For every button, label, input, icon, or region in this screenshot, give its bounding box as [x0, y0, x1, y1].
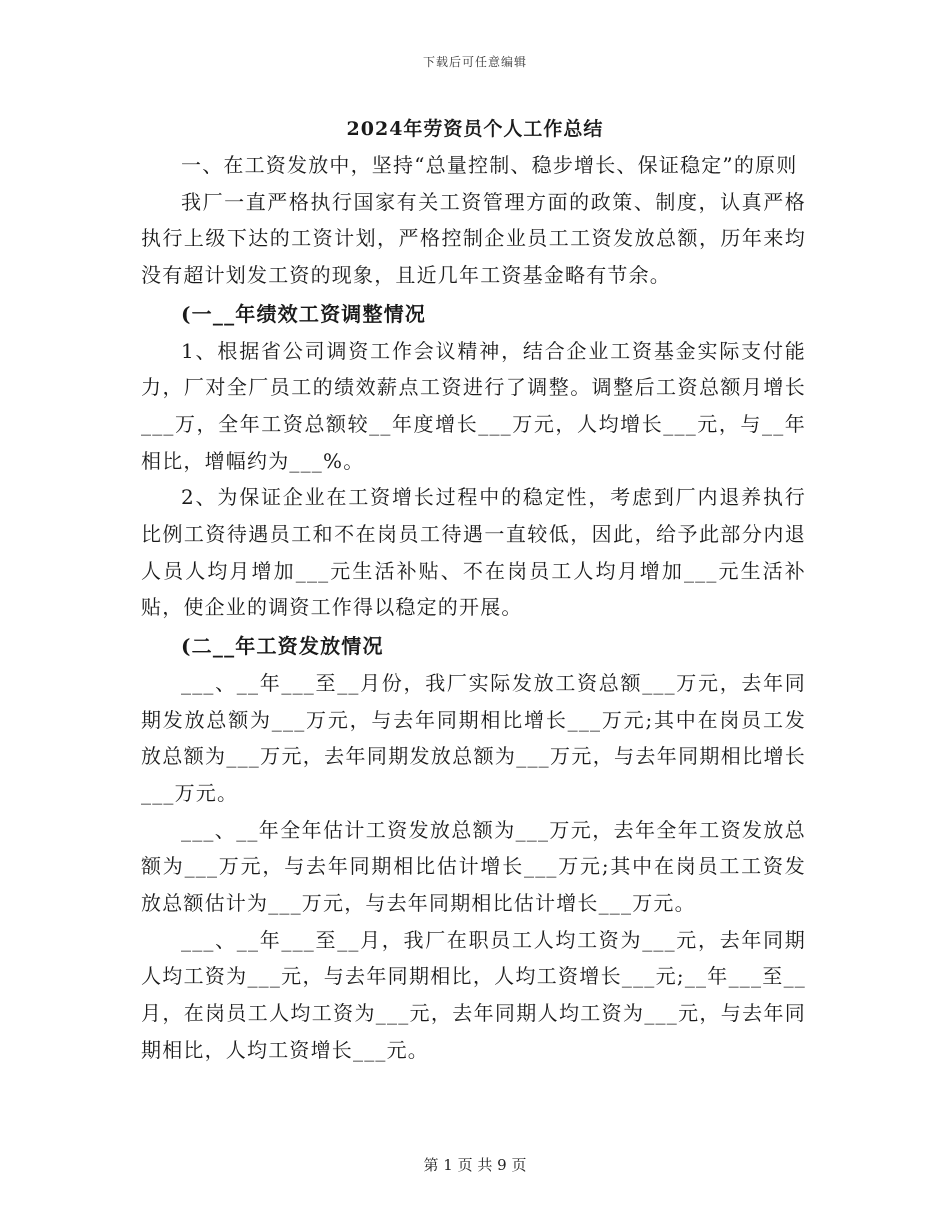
- body-paragraph: ___、__年___至__月，我厂在职员工人均工资为___元，去年同期人均工资为___元，与去年同期相比，人均工资增长___元;__年___至__月，在岗员工人均工资为___元，去年同期人均工资为___元，与去年同期相比，人均工资增长___元。: [141, 927, 806, 1062]
- body-paragraph: ___、__年全年估计工资发放总额为___万元，去年全年工资发放总额为___万元，与去年同期相比估计增长___万元;其中在岗员工工资发放总额估计为___万元，与去年同期相比估计增长___万元。: [141, 817, 806, 916]
- body-paragraph: 2、为保证企业在工资增长过程中的稳定性，考虑到厂内退养执行比例工资待遇员工和不在岗员工待遇一直较低，因此，给予此部分内退人员人均月增加___元生活补贴、不在岗员工人均月增加___元生活补贴，使企业的调资工作得以稳定的开展。: [141, 485, 806, 620]
- page-footer: 第 1 页 共 9 页: [423, 1156, 527, 1174]
- subsection-heading: (二__年工资发放情况: [181, 634, 384, 659]
- subsection-heading: (一__年绩效工资调整情况: [181, 301, 427, 326]
- body-paragraph: 1、根据省公司调资工作会议精神，结合企业工资基金实际支付能力，厂对全厂员工的绩效薪点工资进行了调整。调整后工资总额月增长___万，全年工资总额较__年度增长___万元，人均增长___元，与__年相比，增幅约为___%。: [141, 338, 806, 473]
- document-body: [141, 147, 806, 1069]
- header-note: 下载后可任意编辑: [422, 55, 527, 69]
- body-paragraph: ___、__年___至__月份，我厂实际发放工资总额___万元，去年同期发放总额为___万元，与去年同期相比增长___万元;其中在岗员工发放总额为___万元，去年同期发放总额为___万元，与去年同期相比增长___万元。: [141, 670, 806, 805]
- document-title: 2024年劳资员个人工作总结: [346, 118, 604, 140]
- section-heading-1: 一、在工资发放中，坚持“总量控制、稳步增长、保证稳定”的原则: [181, 153, 798, 177]
- body-paragraph: 我厂一直严格执行国家有关工资管理方面的政策、制度，认真严格执行上级下达的工资计划，严格控制企业员工工资发放总额，历年来均没有超计划发工资的现象，且近几年工资基金略有节余。: [141, 189, 806, 288]
